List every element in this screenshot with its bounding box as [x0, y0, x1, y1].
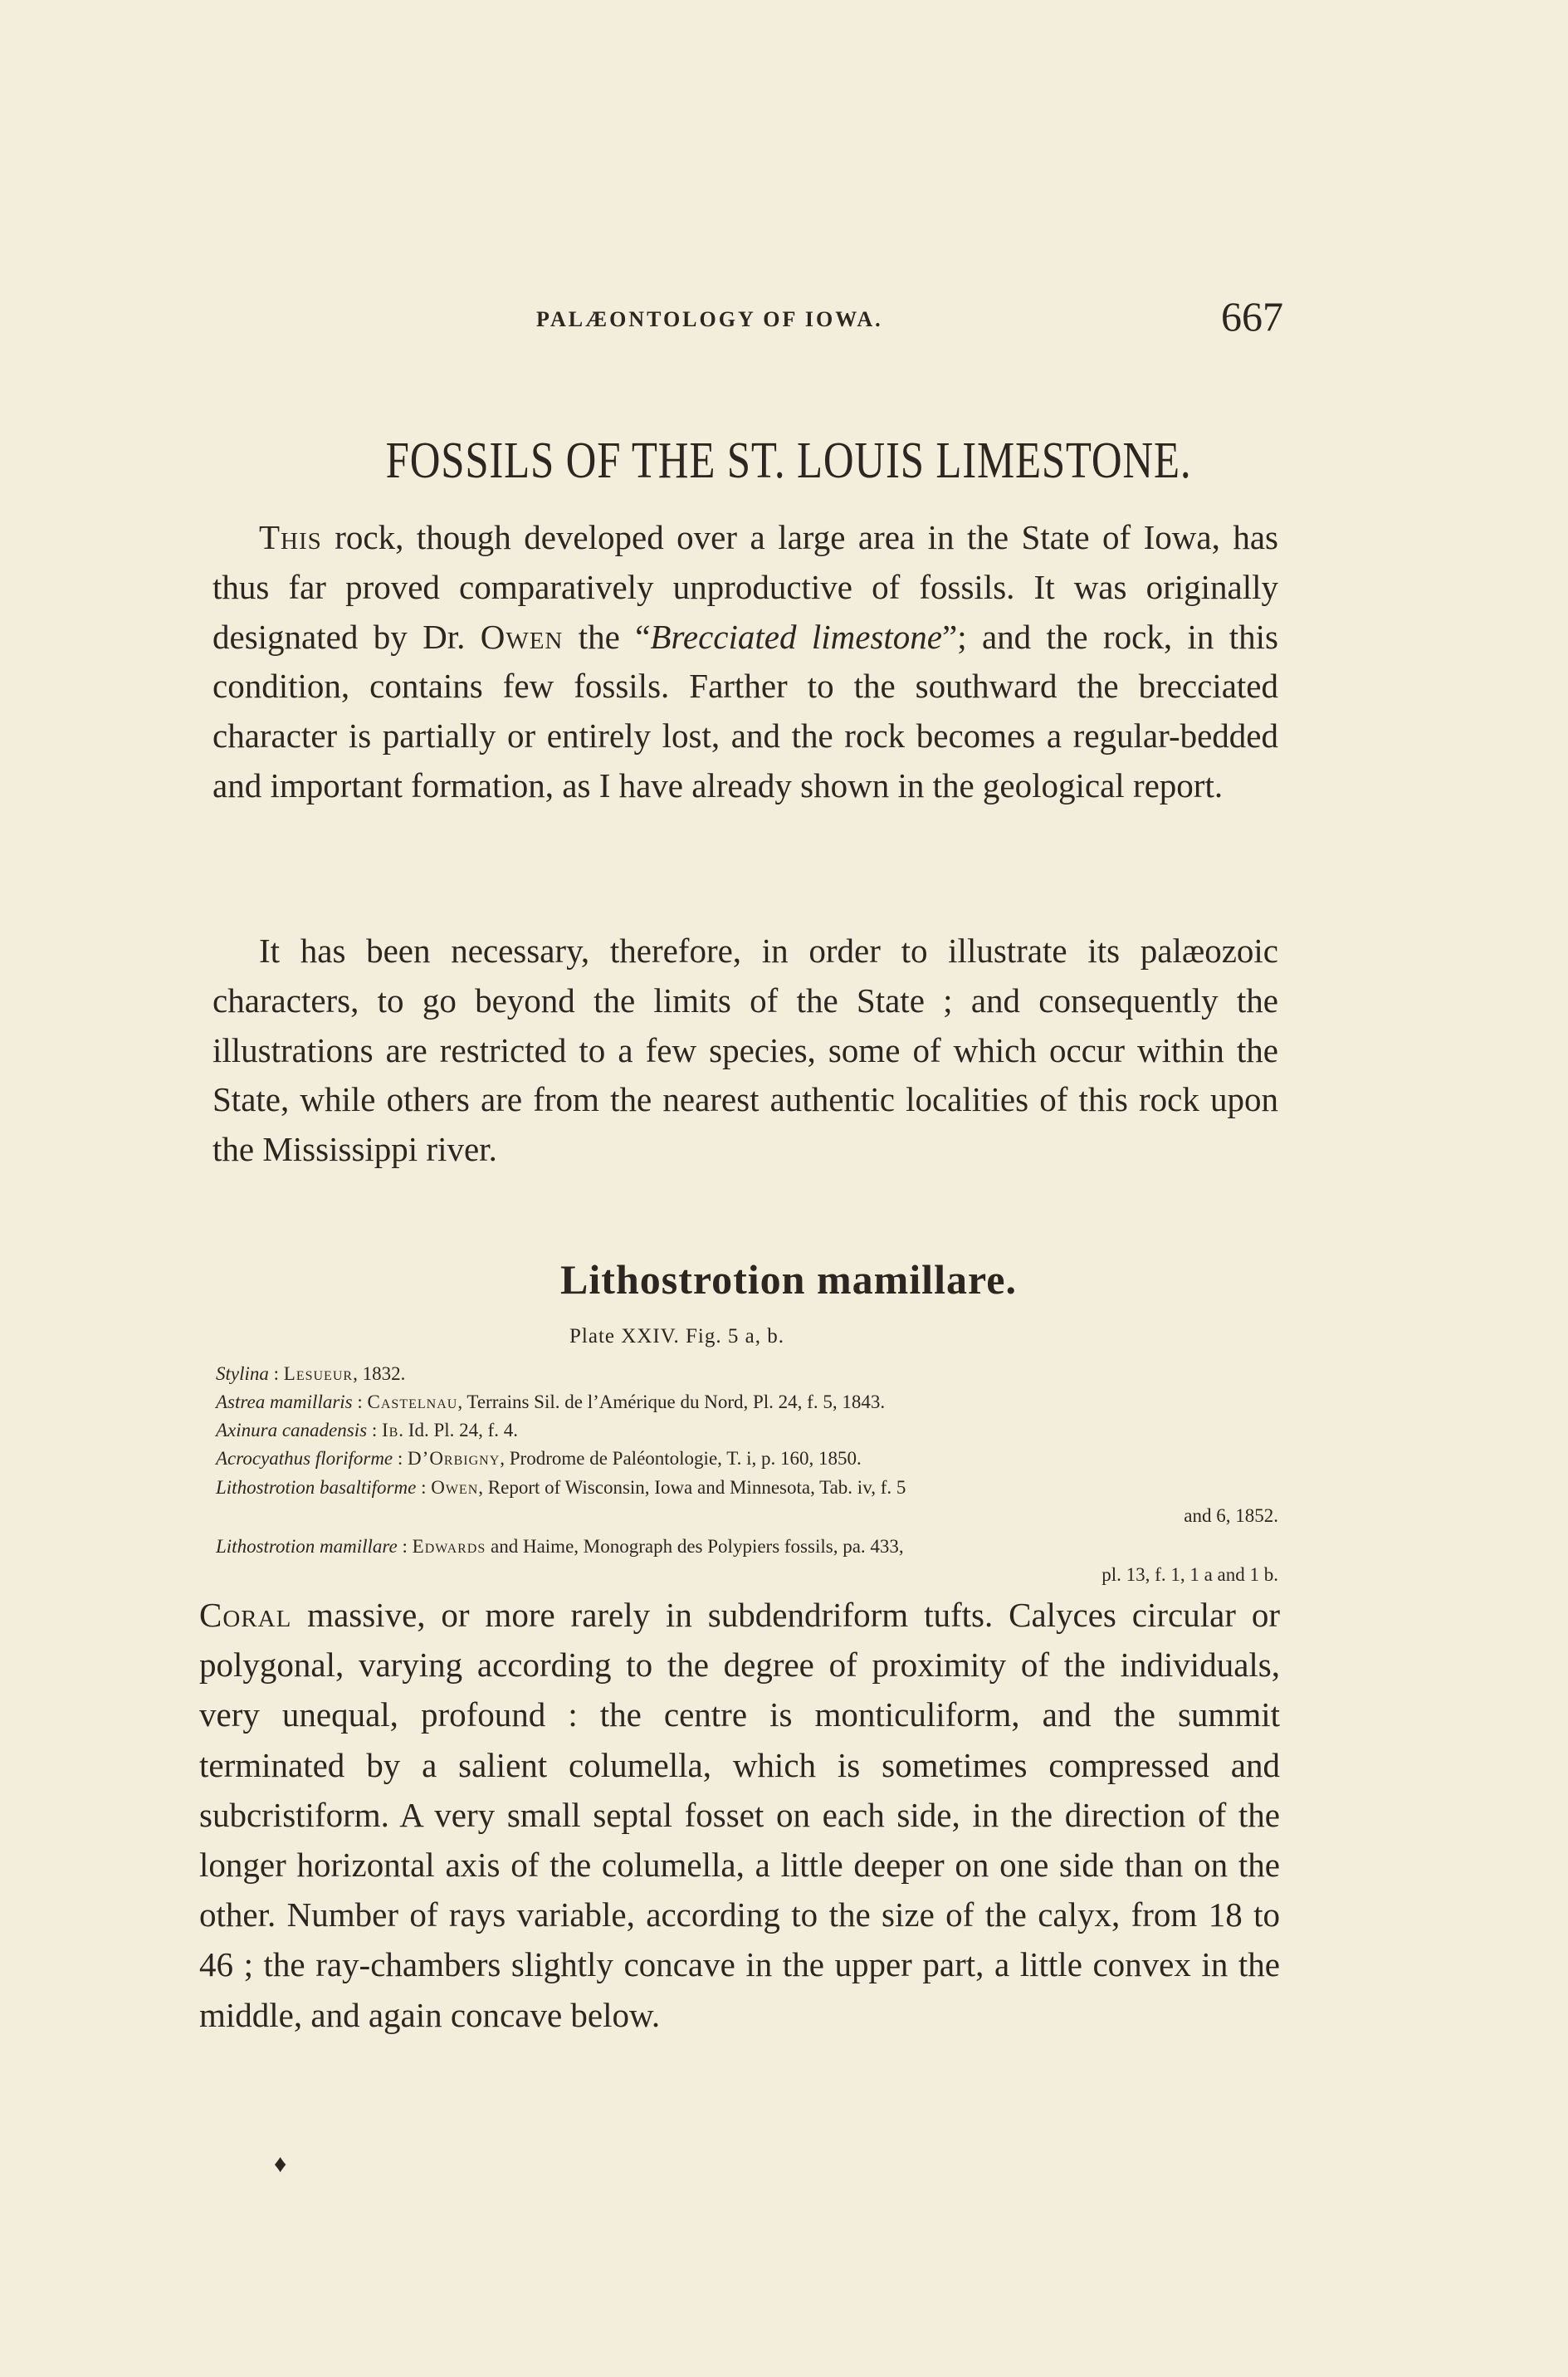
synonym-author: Castelnau — [367, 1391, 458, 1412]
synonymy-entry: Lithostrotion mamillare : Edwards and Haime, Monograph des Polypiers fossils, pa. 433, pl. 13, f. 1, 1 a and 1 b. — [216, 1533, 1278, 1589]
synonym-ref: . Id. Pl. 24, f. 4. — [398, 1420, 519, 1440]
paragraph-text: rock, though developed over a large area in the State of Iowa, has thus far proved comparatively unproductive of fossils. It was originally designated by Dr. — [212, 518, 1278, 656]
intro-paragraph-1 — [212, 513, 1278, 811]
synonym-name: Stylina — [216, 1363, 269, 1384]
lead-word: Coral — [199, 1596, 292, 1634]
synonymy-entry: Acrocyathus floriforme : D’Orbigny, Prodrome de Paléontologie, T. i, p. 160, 1850. — [216, 1448, 862, 1469]
synonymy-entry: Stylina : Lesueur, 1832. — [216, 1363, 406, 1384]
author-name: Owen — [480, 617, 564, 656]
synonym-ref: , Terrains Sil. de l’Amérique du Nord, Pl. 24, f. 5, 1843. — [457, 1391, 886, 1412]
synonym-name: Lithostrotion basaltiforme — [216, 1477, 417, 1498]
synonym-ref: , 1832. — [353, 1363, 406, 1384]
running-head — [536, 292, 1283, 342]
intro-paragraph-2: It has been necessary, therefore, in order to illustrate its palæozoic characters, to go beyond the limits of the State ; and consequently the illustrations are restricted to a few species, some of which occur within the State, while others are from the nearest authentic localities of this rock upon the Mississippi river. — [212, 932, 1278, 1169]
synonym-name: Axinura canadensis — [216, 1420, 368, 1440]
synonym-ref: , Report of Wisconsin, Iowa and Minnesota, Tab. iv, f. 5 — [478, 1477, 906, 1498]
synonym-name: Acrocyathus floriforme — [216, 1448, 393, 1469]
species-title: Lithostrotion mamillare. — [560, 1256, 1017, 1303]
italic-term: Brecciated limestone — [650, 617, 942, 656]
synonymy-entry: Lithostrotion basaltiforme : Owen, Report of Wisconsin, Iowa and Minnesota, Tab. iv, f. 5 and 6, 1852. — [216, 1474, 1278, 1530]
synonym-continuation: pl. 13, f. 1, 1 a and 1 b. — [1102, 1564, 1278, 1585]
paragraph-text: massive, or more rarely in subdendriform tufts. Calyces circular or polygonal, varying according to the degree of proximity of the individuals, very unequal, profound : the centre is monticuliform, and the summit terminated by a salient columella, which is sometimes compressed and subcristiform. A very small septal fosset on each side, in the direction of the longer horizontal axis of the columella, a little deeper on one side than on the other. Number of rays variable, according to the size of the calyx, from 18 to 46 ; the ray-chambers slightly concave in the upper part, a little convex in the middle, and again concave below. — [199, 1596, 1280, 2034]
synonym-author: Edwards — [412, 1536, 486, 1557]
page-number: 667 — [1221, 293, 1283, 340]
synonym-author: Lesueur — [283, 1363, 354, 1384]
paragraph-text: the “ — [563, 617, 651, 656]
synonymy-entry: Axinura canadensis : Ib. Id. Pl. 24, f. 4. — [216, 1420, 519, 1440]
synonym-ref: and Haime, Monograph des Polypiers fossils, pa. 433, — [486, 1536, 904, 1557]
running-title: PALÆONTOLOGY OF IOWA. — [536, 307, 883, 331]
page-title: FOSSILS OF THE ST. LOUIS LIMESTONE. — [385, 433, 1192, 489]
description-paragraph — [199, 1590, 1280, 2040]
synonym-name: Lithostrotion mamillare — [216, 1536, 398, 1557]
lead-word: This — [259, 518, 322, 556]
synonym-author: D’Orbigny — [408, 1448, 501, 1469]
synonym-continuation: and 6, 1852. — [1184, 1505, 1278, 1526]
synonymy-entry: Astrea mamillaris : Castelnau, Terrains Sil. de l’Amérique du Nord, Pl. 24, f. 5, 1843. — [216, 1391, 886, 1412]
synonym-author: Owen — [431, 1477, 479, 1498]
plate-reference: Plate XXIV. Fig. 5 a, b. — [569, 1325, 784, 1347]
paragraph-text: ”; and the rock, in this condition, contains few fossils. Farther to the southward the brecciated character is partially or entirely lost, and the rock becomes a regular-bedded and important formation, as I have already shown in the geological report. — [212, 617, 1279, 805]
synonym-author: Ib — [381, 1420, 399, 1440]
stray-mark: ♦ — [274, 2150, 287, 2178]
synonym-ref: , Prodrome de Paléontologie, T. i, p. 160, 1850. — [500, 1448, 862, 1469]
synonym-name: Astrea mamillaris — [216, 1391, 353, 1412]
